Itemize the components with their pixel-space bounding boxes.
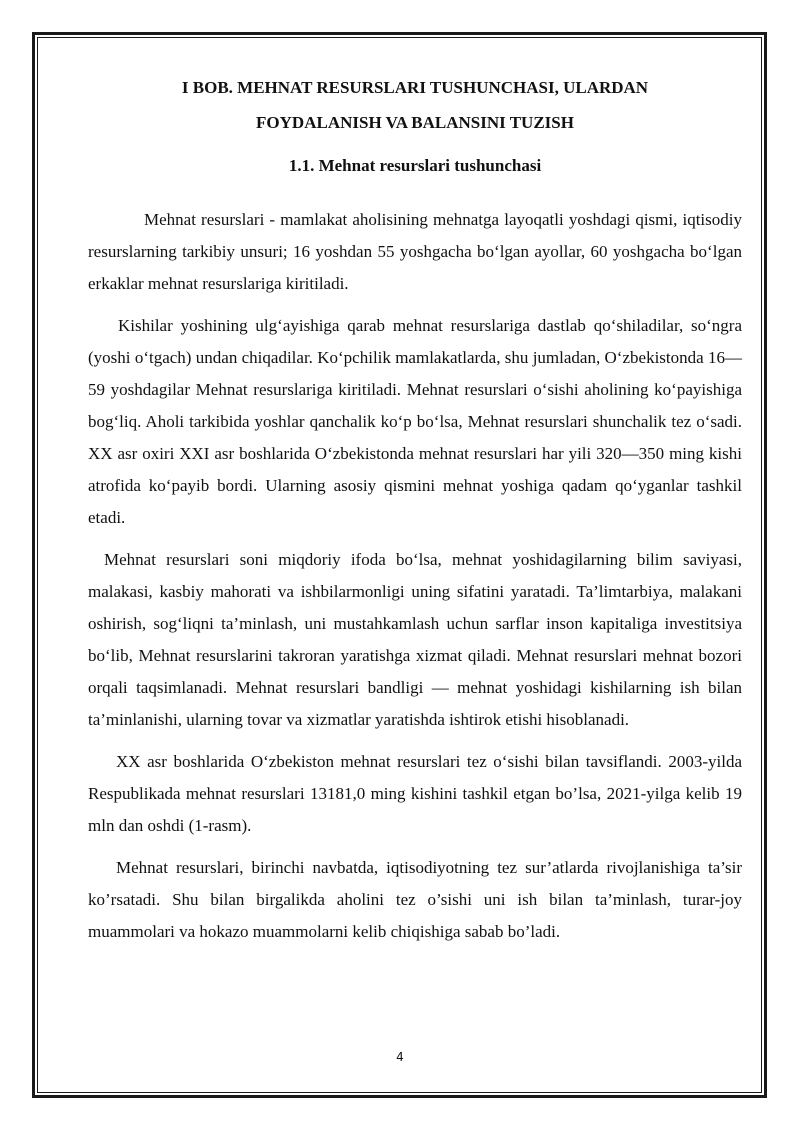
paragraph-age-groups: Kishilar yoshining ulg‘ayishiga qarab mehnat resurslariga dastlab qo‘shiladilar, so‘ngra (yoshi o‘tgach) undan chiqadilar. Ko‘pchilik mamlakatlarda, shu jumladan, O‘zbekistonda 16—59 yoshdagilar Mehnat resurslariga kiritiladi. Mehnat resurslari o‘sishi aholining ko‘payishiga bog‘liq. Aholi tarkibida yoshlar qanchalik ko‘p bo‘lsa, Mehnat resurslari shunchalik tez o‘sadi. XX asr oxiri XXI asr boshlarida O‘zbekistonda mehnat resurslari har yili 320—350 ming kishi atrofida ko‘payib bordi. Ularning asosiy qismini mehnat yoshiga qadam qo‘yganlar tashkil etadi. — [88, 316, 742, 527]
chapter-title-line-1: I BOB. MEHNAT RESURSLARI TUSHUNCHASI, ULARDAN — [181, 78, 649, 97]
paragraph-impact: Mehnat resurslari, birinchi navbatda, iqtisodiyotning tez sur’atlarda rivojlanishiga ta’sir ko’rsatadi. Shu bilan birgalikda aholini tez o’sishi uni ish bilan ta’minlash, turar-joy muammolari va hokazo muammolarni kelib chiqishiga sabab bo’ladi. — [88, 858, 742, 941]
chapter-title — [88, 70, 742, 140]
page-number: 4 — [396, 1050, 404, 1064]
page-content — [88, 70, 742, 948]
paragraph-quality: Mehnat resurslari soni miqdoriy ifoda bo‘lsa, mehnat yoshidagilarning bilim saviyasi, malakasi, kasbiy mahorati va ishbilarmonligi uning sifatini yaratadi. Ta’limtarbiya, malakani oshirish, sog‘liqni ta’minlash, uni mustahkamlash uchun sarflar inson kapitaliga investitsiya bo‘lib, Mehnat resurslarini takroran yaratishga xizmat qiladi. Mehnat resurslari mehnat bozori orqali taqsimlanadi. Mehnat resurslari bandligi — mehnat yoshidagi kishilarning ish bilan ta’minlanishi, ularning tovar va xizmatlar yaratishda ishtirok etishi hisoblanadi. — [88, 550, 742, 729]
chapter-title-line-2: FOYDALANISH VA BALANSINI TUZISH — [256, 113, 574, 132]
section-title: 1.1. Mehnat resurslari tushunchasi — [288, 156, 542, 175]
paragraph-growth: XX asr boshlarida O‘zbekiston mehnat resurslari tez o‘sishi bilan tavsiflandi. 2003-yilda Respublikada mehnat resurslari 13181,0 ming kishini tashkil etgan bo’lsa, 2021-yilga kelib 19 mln dan oshdi (1-rasm). — [88, 752, 742, 835]
paragraph-definition: Mehnat resurslari - mamlakat aholisining mehnatga layoqatli yoshdagi qismi, iqtisodiy resurslarning tarkibiy unsuri; 16 yoshdan 55 yoshgacha bo‘lgan ayollar, 60 yoshgacha bo‘lgan erkaklar mehnat resurslariga kiritiladi. — [88, 210, 742, 293]
